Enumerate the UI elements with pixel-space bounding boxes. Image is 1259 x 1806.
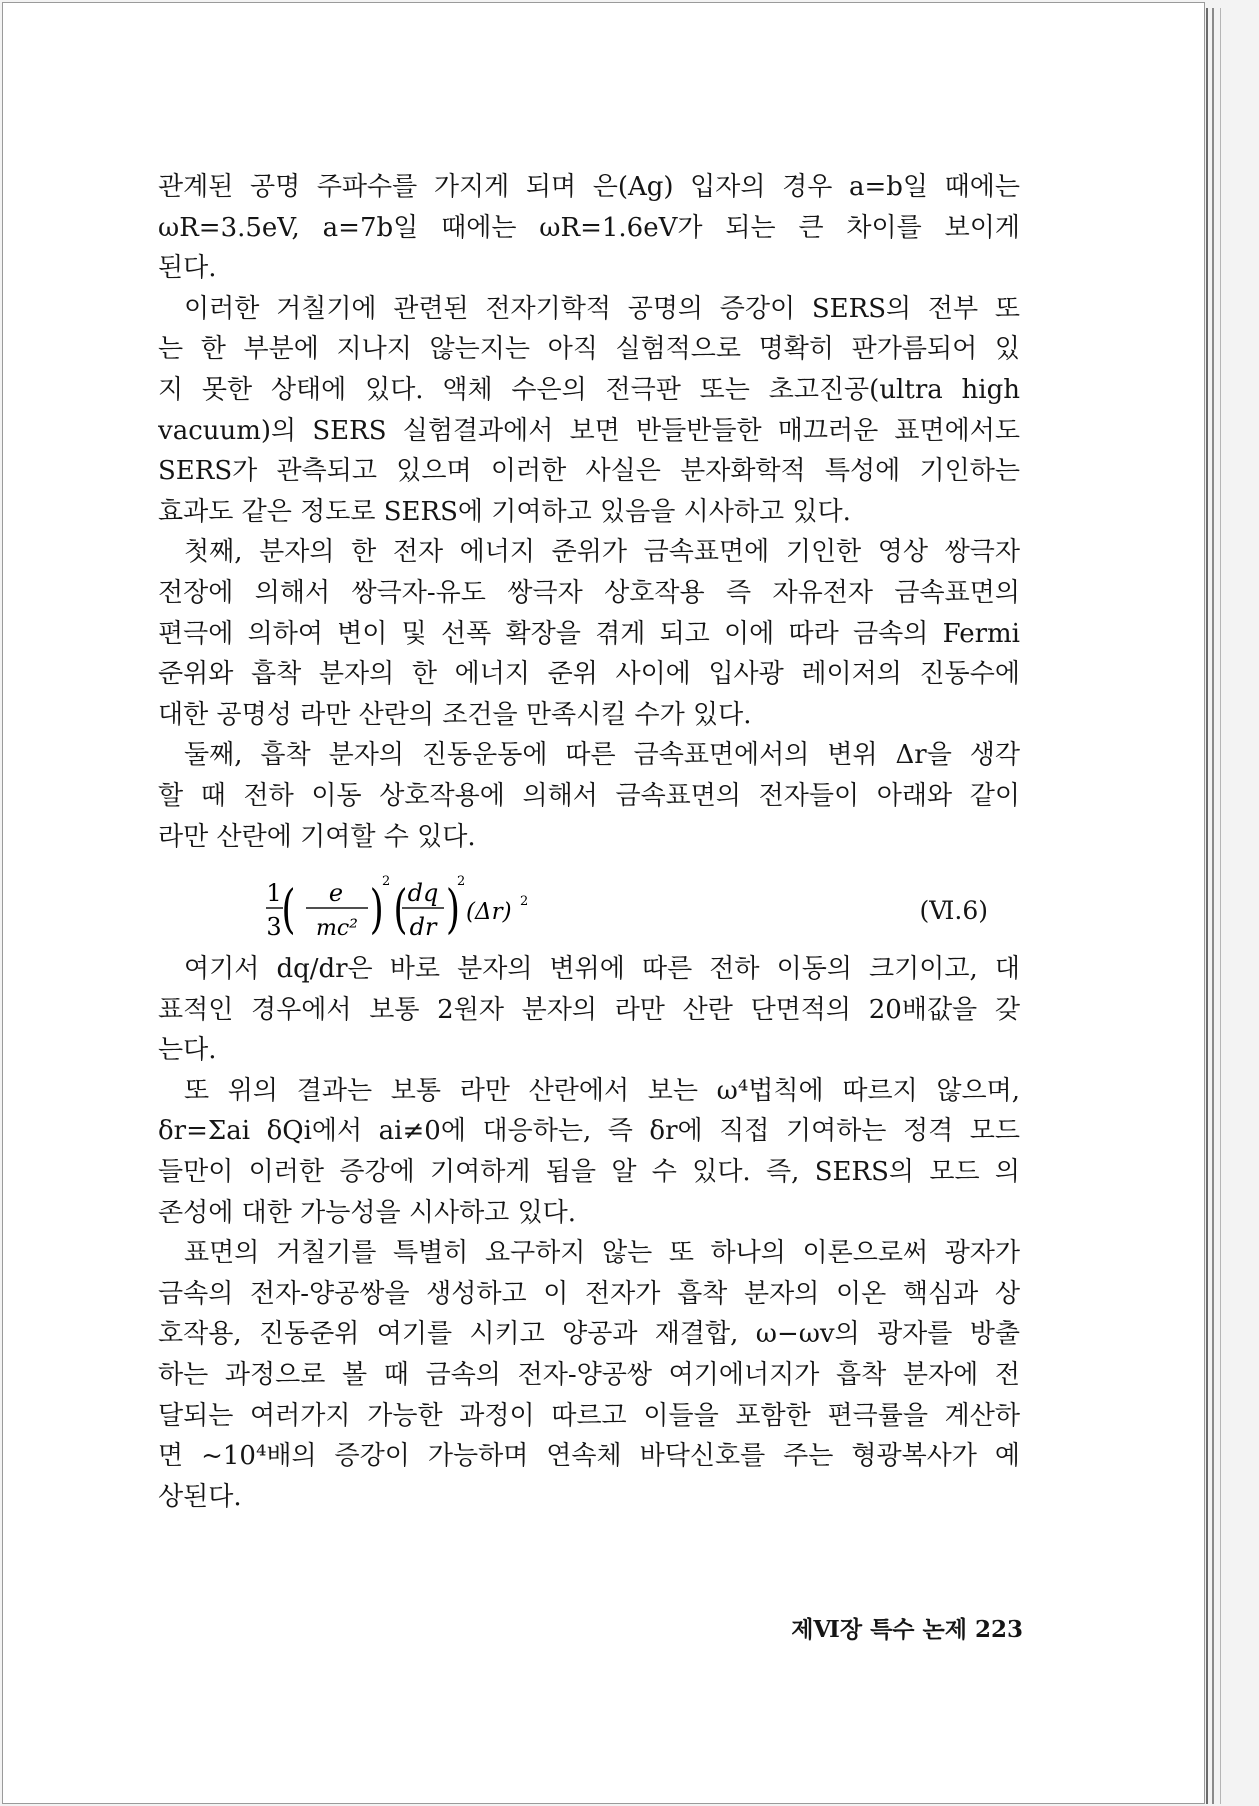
eq-square: 2 bbox=[520, 894, 529, 910]
text-line: 표면의 거칠기를 특별히 요구하지 않는 또 하나의 이론으로써 광자가 bbox=[184, 1238, 1020, 1269]
text-line: 하는 과정으로 볼 때 금속의 전자-양공쌍 여기에너지가 흡착 분자에 전 bbox=[158, 1360, 1020, 1391]
text-line: 준위와 흡착 분자의 한 에너지 준위 사이에 입사광 레이저의 진동수에 bbox=[158, 659, 1020, 690]
text-line: 할 때 전하 이동 상호작용에 의해서 금속표면의 전자들이 아래와 같이 bbox=[158, 780, 1020, 811]
text-line: 대한 공명성 라만 산란의 조건을 만족시킬 수가 있다. bbox=[158, 699, 752, 730]
text-line: 관계된 공명 주파수를 가지게 되며 은(Ag) 입자의 경우 a=b일 때에는 bbox=[158, 172, 1020, 202]
paragraph bbox=[158, 289, 1020, 533]
right-paren: ) bbox=[369, 878, 384, 940]
paragraph bbox=[158, 1233, 1020, 1517]
text-line: 표적인 경우에서 보통 2원자 분자의 라만 산란 단면적의 20배값을 갖 bbox=[158, 994, 1020, 1025]
equation-block bbox=[158, 857, 1020, 949]
paragraph bbox=[158, 1071, 1020, 1233]
paragraph bbox=[158, 167, 1020, 289]
eq-three: 3 bbox=[266, 913, 282, 942]
text-line: 편극에 의하여 변이 및 선폭 확장을 겪게 되고 이에 따라 금속의 Fermi bbox=[158, 618, 1020, 649]
right-paren: ) bbox=[445, 878, 461, 940]
left-paren: ( bbox=[281, 878, 296, 940]
eq-one: 1 bbox=[266, 879, 282, 908]
eq-square: 2 bbox=[382, 874, 391, 890]
text-line: 는다. bbox=[158, 1035, 217, 1066]
eq-e: e bbox=[328, 879, 344, 908]
text-line: 금속의 전자-양공쌍을 생성하고 이 전자가 흡착 분자의 이온 핵심과 상 bbox=[158, 1278, 1020, 1309]
text-line: 첫째, 분자의 한 전자 에너지 준위가 금속표면에 기인한 영상 쌍극자 bbox=[184, 537, 1020, 568]
text-line: 면 ~10⁴배의 증강이 가능하며 연속체 바닥신호를 주는 형광복사가 예 bbox=[158, 1441, 1020, 1472]
text-line: 된다. bbox=[158, 253, 217, 284]
page-edge bbox=[1212, 8, 1214, 1804]
page-edge bbox=[1206, 8, 1208, 1804]
eq-mc2: mc² bbox=[315, 916, 359, 942]
eq-dq: dq bbox=[407, 879, 439, 908]
text-line: 상된다. bbox=[158, 1481, 242, 1512]
text-line: 또 위의 결과는 보통 라만 산란에서 보는 ω⁴법칙에 따르지 않으며, bbox=[184, 1075, 1020, 1106]
text-line: 존성에 대한 가능성을 시사하고 있다. bbox=[158, 1197, 577, 1228]
text-line: 지 못한 상태에 있다. 액체 수은의 전극판 또는 초고진공(ultra high bbox=[158, 374, 1020, 405]
text-line: 달되는 여러가지 가능한 과정이 따르고 이들을 포함한 편극률을 계산하 bbox=[158, 1400, 1020, 1431]
text-line: SERS가 관측되고 있으며 이러한 사실은 분자화학적 특성에 기인하는 bbox=[158, 456, 1020, 487]
book-page bbox=[2, 2, 1205, 1804]
page-edge bbox=[1220, 8, 1221, 1804]
text-line: 전장에 의해서 쌍극자-유도 쌍극자 상호작용 즉 자유전자 금속표면의 bbox=[158, 577, 1020, 608]
left-paren: ( bbox=[393, 878, 408, 940]
eq-square: 2 bbox=[457, 874, 466, 890]
paragraph bbox=[158, 735, 1020, 857]
text-line: 호작용, 진동준위 여기를 시키고 양공과 재결합, ω−ωv의 광자를 방출 bbox=[158, 1319, 1020, 1350]
paragraph bbox=[158, 532, 1020, 735]
paragraph bbox=[158, 949, 1020, 1071]
eq-delta-r: (Δr) bbox=[466, 899, 512, 926]
text-line: 들만이 이러한 증강에 기여하게 됨을 알 수 있다. 즉, SERS의 모드 의 bbox=[158, 1157, 1020, 1188]
body-text bbox=[158, 167, 1020, 1517]
text-line: 는 한 부분에 지나지 않는지는 아직 실험적으로 명확히 판가름되어 있 bbox=[158, 334, 1020, 365]
text-line: ωR=3.5eV, a=7b일 때에는 ωR=1.6eV가 되는 큰 차이를 보이게 bbox=[158, 212, 1020, 243]
text-line: vacuum)의 SERS 실험결과에서 보면 반들반들한 매끄러운 표면에서도 bbox=[158, 415, 1020, 446]
text-line: 여기서 dq/dr은 바로 분자의 변위에 따른 전하 이동의 크기이고, 대 bbox=[184, 954, 1020, 985]
text-line: 라만 산란에 기여할 수 있다. bbox=[158, 821, 476, 852]
text-line: δr=Σai δQi에서 ai≠0에 대응하는, 즉 δr에 직접 기여하는 정격 모드 bbox=[158, 1116, 1020, 1147]
text-line: 효과도 같은 정도로 SERS에 기여하고 있음을 시사하고 있다. bbox=[158, 496, 851, 527]
text-line: 둘째, 흡착 분자의 진동운동에 따른 금속표면에서의 변위 Δr을 생각 bbox=[184, 740, 1020, 771]
equation-number: (Ⅵ.6) bbox=[919, 896, 988, 926]
text-line: 이러한 거칠기에 관련된 전자기학적 공명의 증강이 SERS의 전부 또 bbox=[184, 293, 1020, 324]
equation bbox=[266, 875, 596, 952]
eq-dr: dr bbox=[409, 913, 437, 942]
equation-formula bbox=[266, 874, 596, 942]
running-footer: 제Ⅵ장 특수 논제 223 bbox=[791, 1616, 1023, 1643]
